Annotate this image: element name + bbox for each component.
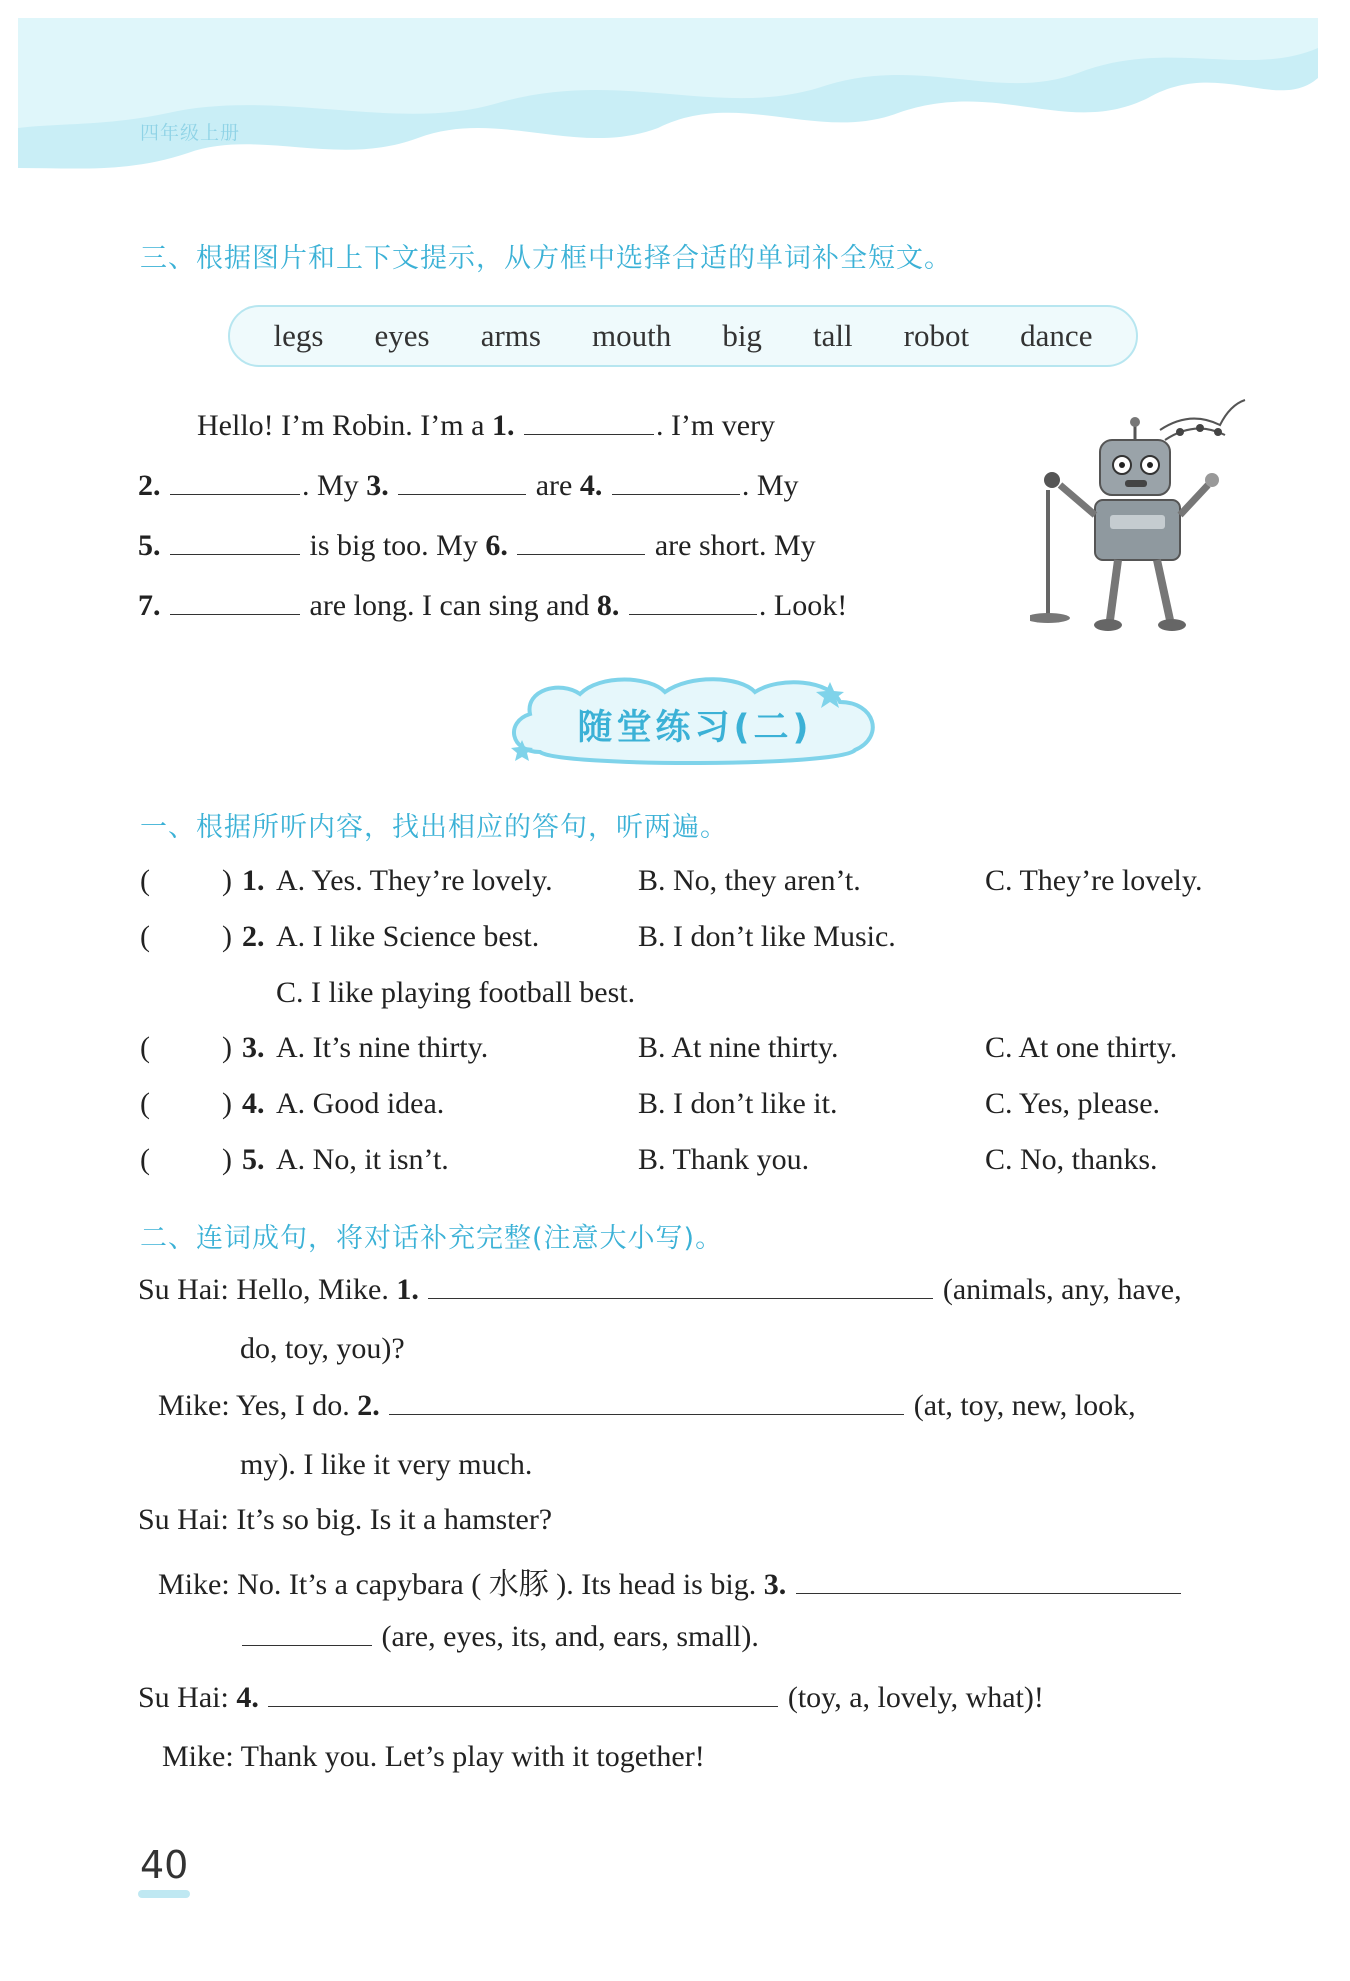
singing-robot-illustration: [1030, 390, 1250, 640]
dialogue-line-6: Mike: Thank you. Let’s play with it together!: [162, 1740, 705, 1773]
listening-question-4: ( ) 4. A. Good idea. B. I don’t like it. C. Yes, please.: [140, 1087, 1161, 1120]
practice-banner-title: 随堂练习(二): [577, 708, 813, 748]
blank-8[interactable]: [629, 588, 757, 615]
passage-line-4: 7. are long. I can sing and 8. . Look!: [138, 589, 848, 622]
passage-line-3: 5. is big too. My 6. are short. My: [138, 529, 816, 562]
header-cloud-band: [18, 18, 1318, 188]
listening-question-5: ( ) 5. A. No, it isn’t. B. Thank you. C. No, thanks.: [140, 1143, 1158, 1176]
dialogue-line-4: Mike: No. It’s a capybara ( 水豚 ). Its head is big. 3.: [158, 1559, 1183, 1603]
dialogue-line-4-cont: (are, eyes, its, and, ears, small).: [240, 1619, 759, 1654]
word-bank-item: dance: [1020, 318, 1093, 353]
dialogue-line-3: Su Hai: It’s so big. Is it a hamster?: [138, 1503, 553, 1536]
answer-blank-3-cont[interactable]: [242, 1619, 372, 1646]
listening-question-1: ( ) 1. A. Yes. They’re lovely. B. No, they aren’t. C. They’re lovely.: [140, 864, 1203, 897]
answer-blank-2[interactable]: [389, 1388, 904, 1415]
blank-6[interactable]: [517, 528, 645, 555]
page-number-underline: [138, 1890, 190, 1898]
section3-heading: 三、根据图片和上下文提示，从方框中选择合适的单词补全短文。: [140, 243, 952, 274]
page-number: 40: [140, 1843, 189, 1887]
word-bank-item: robot: [903, 318, 970, 353]
listening-heading: 一、根据所听内容，找出相应的答句，听两遍。: [140, 812, 728, 843]
listening-question-2: ( ) 2. A. I like Science best. B. I don’t like Music.: [140, 920, 896, 953]
answer-blank-4[interactable]: [268, 1680, 778, 1707]
blank-7[interactable]: [170, 588, 300, 615]
dialogue-line-5: Su Hai: 4. (toy, a, lovely, what)!: [138, 1681, 1044, 1714]
blank-2[interactable]: [170, 468, 300, 495]
word-bank-item: tall: [813, 318, 853, 353]
dialogue-line-2: Mike: Yes, I do. 2. (at, toy, new, look,: [158, 1389, 1136, 1422]
listening-question-3: ( ) 3. A. It’s nine thirty. B. At nine thirty. C. At one thirty.: [140, 1031, 1178, 1064]
word-bank-item: arms: [480, 318, 541, 353]
blank-4[interactable]: [612, 468, 740, 495]
listening-question-2-option-c: C. I like playing football best.: [276, 976, 636, 1009]
grade-label: 四年级上册: [140, 122, 241, 144]
word-bank-box: [228, 305, 1138, 367]
word-bank-item: legs: [273, 318, 324, 353]
word-bank-item: big: [722, 318, 762, 353]
answer-blank-1[interactable]: [428, 1272, 933, 1299]
answer-blank-3[interactable]: [796, 1567, 1181, 1594]
dialogue-heading: 二、连词成句，将对话补充完整(注意大小写)。: [140, 1223, 724, 1254]
blank-3[interactable]: [398, 468, 526, 495]
word-bank-item: mouth: [592, 318, 672, 353]
dialogue-line-2-cont: my). I like it very much.: [240, 1448, 533, 1481]
blank-1[interactable]: [524, 408, 654, 435]
dialogue-line-1-cont: do, toy, you)?: [240, 1332, 405, 1365]
blank-5[interactable]: [170, 528, 300, 555]
passage-line-2: 2. . My 3. are 4. . My: [138, 469, 799, 502]
passage-line-1: Hello! I’m Robin. I’m a 1. . I’m very: [197, 409, 776, 442]
word-bank-item: eyes: [374, 318, 430, 353]
dialogue-line-1: Su Hai: Hello, Mike. 1. (animals, any, have,: [138, 1273, 1182, 1306]
